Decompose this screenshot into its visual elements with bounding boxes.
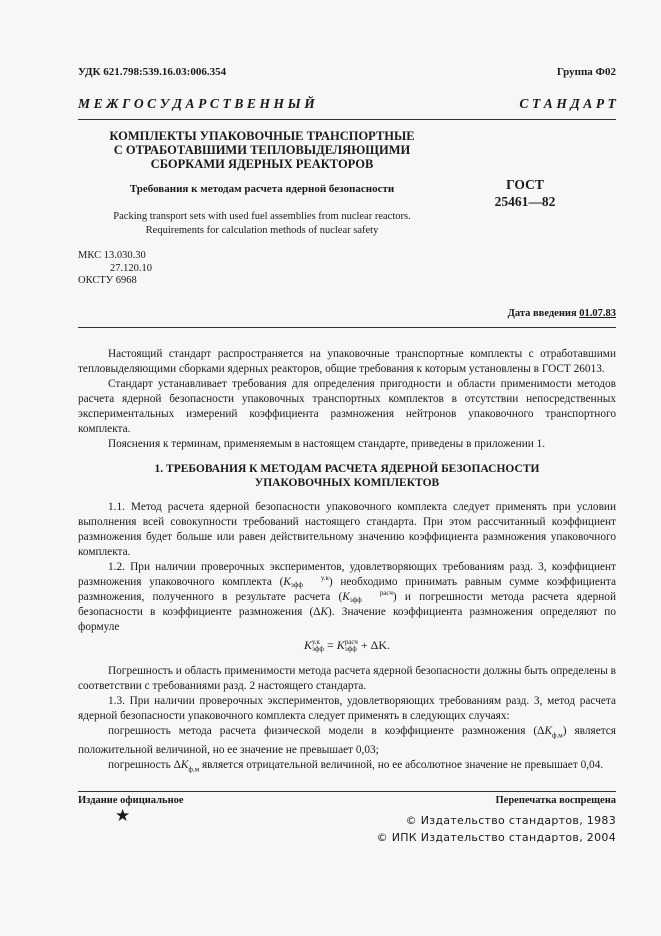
banner-interstate: М Е Ж Г О С У Д А Р С Т В Е Н Н Ы Й: [78, 96, 315, 111]
document-title: КОМПЛЕКТЫ УПАКОВОЧНЫЕ ТРАНСПОРТНЫЕ С ОТРАБОТАВШИМИ ТЕПЛОВЫДЕЛЯЮЩИМИ СБОРКАМИ ЯДЕРНЫХ РЕАКТОРОВ: [109, 129, 415, 171]
effective-date: Дата введения 01.07.83: [507, 308, 616, 319]
clause-1-3: [78, 664, 616, 778]
reprint-prohibited: Перепечатка воспрещена: [495, 795, 616, 806]
english-title: Packing transport sets with used fuel assemblies from nuclear reactors. Requirements for calculation methods of nuclear safety: [113, 211, 411, 236]
header-rule: [78, 119, 616, 120]
clause-1-3-case-b: погрешность $\Delta K_{ф.м}$ является отрицательной величиной, но ее абсолютное значение не превышает 0,04.: [108, 759, 604, 774]
document-subtitle: Требования к методам расчета ядерной безопасности: [129, 183, 395, 195]
formula: Kу.к эфф = Kрасч эфф + ΔK.: [303, 638, 391, 654]
footer-rule: [78, 791, 616, 792]
clause-1-1: 1.1. Метод расчета ядерной безопасности упаковочного комплекта следует применять при условии выполнения всей совокупности требований настоящего стандарта. При этом рассчитанный коэффициент размножения будет больше или равен действительному значению коэффициента размножения упаковочного комплекта.: [78, 501, 616, 558]
intro-paragraph: Пояснения к терминам, применяемым в настоящем стандарте, приведены в приложении 1.: [108, 438, 546, 450]
banner-standard: С Т А Н Д А Р Т: [519, 96, 616, 111]
group-code: Группа Ф02: [556, 66, 616, 78]
star-icon: ★: [115, 806, 131, 825]
classification-codes: МКС 13.030.30 27.120.10 ОКСТУ 6968: [78, 250, 152, 286]
clause-1-2: 1.2. При наличии проверочных экспериментов, удовлетворяющих требованиям разд. 3, коэффициент размножения упаковочного комплекта (K у.к эфф ) необходимо принимать равным сумме коэффициента размножения, полученного в результате расчета (K расч эфф ) и погрешности метода расчета ядерной безопасности в коэффициенте размножения (ΔK). Значение коэффициента размножения определяют по формуле: [78, 561, 617, 633]
clause-1-3-intro: 1.3. При наличии проверочных экспериментов, удовлетворяющих требованиям разд. 3, метод расчета ядерной безопасности упаковочного комплекта следует применять в следующих случаях:: [78, 695, 616, 722]
udk-code: УДК 621.798:539.16.03:006.354: [78, 66, 227, 78]
introduction: [78, 347, 616, 452]
clause-1-1-and-1-2: [78, 500, 616, 635]
section-heading: 1. ТРЕБОВАНИЯ К МЕТОДАМ РАСЧЕТА ЯДЕРНОЙ БЕЗОПАСНОСТИ УПАКОВОЧНЫХ КОМПЛЕКТОВ: [154, 463, 540, 489]
date-rule: [78, 327, 616, 328]
intro-paragraph: Стандарт устанавливает требования для определения пригодности и области применимости методов расчета ядерной безопасности упаковочных транспортных комплектов в отсутствии непосредственных экспериментальных измерений коэффициента размножения нейтронов упаковочного транспортного комплекта.: [78, 378, 616, 435]
copyright: © Издательство стандартов, 1983 © ИПК Издательство стандартов, 2004: [376, 814, 616, 844]
official-edition: Издание официальное: [78, 795, 184, 806]
intro-paragraph: Настоящий стандарт распространяется на упаковочные транспортные комплекты с отработавшими тепловыделяющими сборками ядерных реакторов, общие требования к которым установлены в ГОСТ 26013.: [78, 348, 616, 375]
clause-1-3-case-a: погрешность метода расчета физической модели в коэффициенте размножения $(\Delta K_{ф.м})$ является положительной величиной, но ее значение не превышает 0,03;: [78, 725, 616, 757]
gost-designation: ГОСТ 25461—82: [494, 177, 556, 209]
accuracy-paragraph: Погрешность и область применимости метода расчета ядерной безопасности должны быть определены в соответствии с требованиями разд. 2 настоящего стандарта.: [78, 665, 616, 692]
